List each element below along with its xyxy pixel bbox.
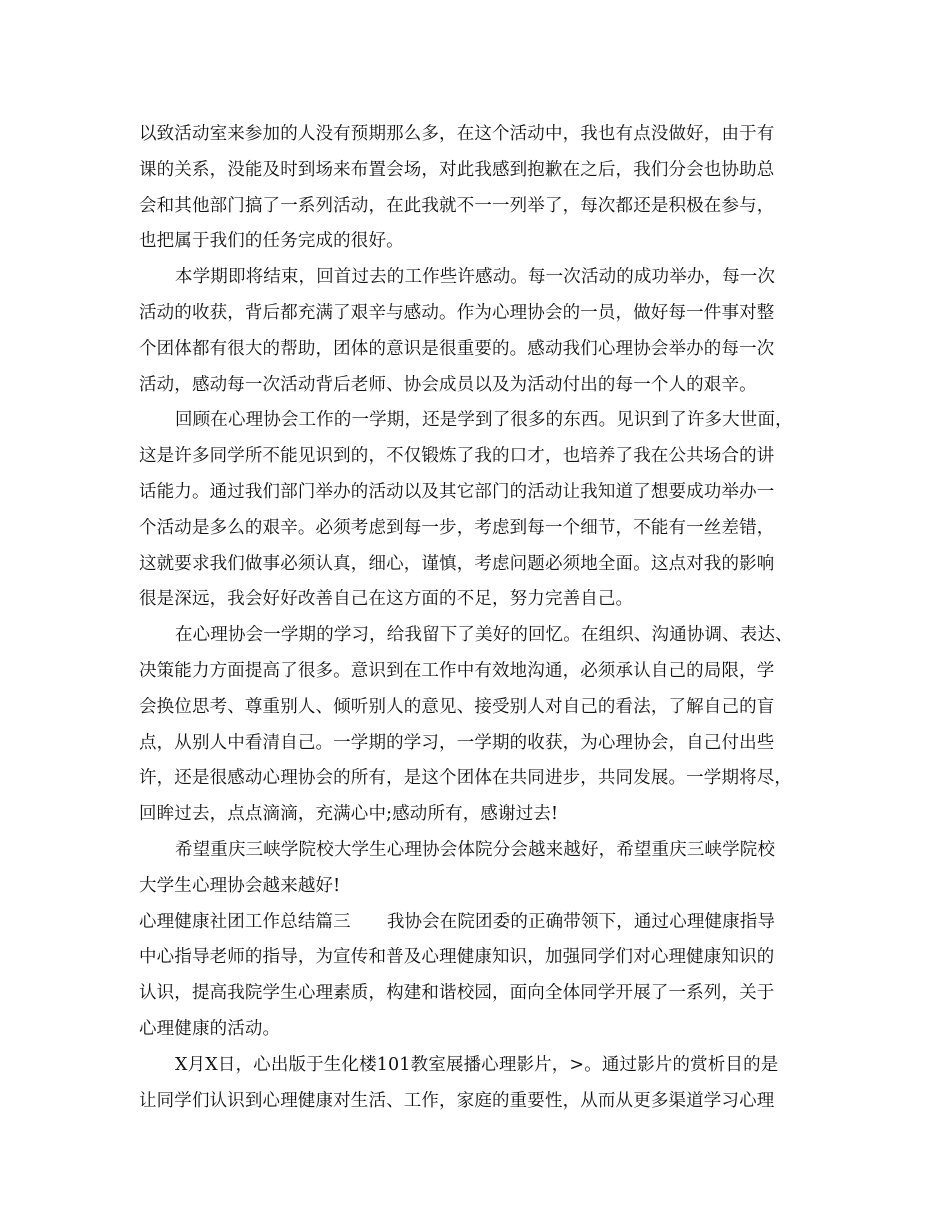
text-line: 许，还是很感动心理协会的所有，是这个团体在共同进步，共同发展。一学期将尽， bbox=[139, 768, 793, 789]
section-first-line bbox=[139, 905, 815, 941]
text-line: 很是深远，我会好好改善自己在这方面的不足，努力完善自己。 bbox=[139, 589, 634, 610]
text-line: 活动的收获，背后都充满了艰辛与感动。作为心理协会的一员，做好每一件事对整 bbox=[139, 302, 775, 323]
text-line: 话能力。通过我们部门举办的活动以及其它部门的活动让我知道了想要成功举办一 bbox=[139, 481, 775, 502]
text-line: 个活动是多么的艰辛。必须考虑到每一步，考虑到每一个细节，不能有一丝差错， bbox=[139, 517, 775, 538]
text-line: 会和其他部门搞了一系列活动，在此我就不一一列举了，每次都还是积极在参与， bbox=[139, 195, 775, 216]
text-line: 会换位思考、尊重别人、倾听别人的意见、接受别人对自己的看法，了解自己的盲 bbox=[139, 696, 775, 717]
paragraph-4 bbox=[139, 618, 815, 833]
text-line: 希望重庆三峡学院校大学生心理协会体院分会越来越好，希望重庆三峡学院校 bbox=[175, 839, 776, 860]
text-line: 这就要求我们做事必须认真，细心，谨慎，考虑问题必须地全面。这点对我的影响 bbox=[139, 553, 775, 574]
text-line: 心理健康的活动。 bbox=[139, 1018, 281, 1039]
document-body bbox=[139, 117, 815, 1119]
text-line: 在心理协会一学期的学习，给我留下了美好的回忆。在组织、沟通协调、表达、 bbox=[175, 625, 793, 646]
section-first-line-text: 我协会在院团委的正确带领下，通过心理健康指导 bbox=[386, 911, 776, 932]
paragraph-last bbox=[139, 1048, 815, 1120]
text-line: 认识，提高我院学生心理素质，构建和谐校园，面向全体同学开展了一系列，关于 bbox=[139, 983, 775, 1004]
paragraph-1 bbox=[139, 117, 815, 260]
text-line: 个团体都有很大的帮助，团体的意识是很重要的。感动我们心理协会举办的每一次 bbox=[139, 338, 775, 359]
text-line: 本学期即将结束，回首过去的工作些许感动。每一次活动的成功举办，每一次 bbox=[175, 267, 776, 288]
text-line: 决策能力方面提高了很多。意识到在工作中有效地沟通，必须承认自己的局限，学 bbox=[139, 660, 775, 681]
section-heading: 心理健康社团工作总结篇三 bbox=[139, 911, 351, 932]
paragraph-2 bbox=[139, 260, 815, 403]
text-line: 以致活动室来参加的人没有预期那么多，在这个活动中，我也有点没做好，由于有 bbox=[139, 124, 775, 144]
text-line: 活动，感动每一次活动背后老师、协会成员以及为活动付出的每一个人的艰辛。 bbox=[139, 374, 757, 395]
text-line: 点，从别人中看清自己。一学期的学习，一学期的收获，为心理协会，自己付出些 bbox=[139, 732, 775, 753]
text-line: 回顾在心理协会工作的一学期，还是学到了很多的东西。见识到了许多大世面， bbox=[175, 410, 793, 431]
text-line: 中心指导老师的指导，为宣传和普及心理健康知识，加强同学们对心理健康知识的 bbox=[139, 947, 775, 968]
paragraph-5 bbox=[139, 833, 815, 905]
paragraph-3 bbox=[139, 403, 815, 618]
text-line: 大学生心理协会越来越好! bbox=[139, 875, 341, 896]
text-line: 这是许多同学所不能见识到的，不仅锻炼了我的口才，也培养了我在公共场合的讲 bbox=[139, 446, 775, 467]
text-line: 回眸过去，点点滴滴，充满心中;感动所有，感谢过去! bbox=[139, 804, 559, 825]
text-line: 让同学们认识到心理健康对生活、工作，家庭的重要性，从而从更多渠道学习心理 bbox=[139, 1090, 775, 1111]
text-line: 课的关系，没能及时到场来布置会场，对此我感到抱歉在之后，我们分会也协助总 bbox=[139, 159, 775, 180]
text-line: 也把属于我们的任务完成的很好。 bbox=[139, 231, 404, 252]
section-paragraph bbox=[139, 905, 815, 1048]
text-line: X月X日，心出版于生化楼101教室展播心理影片，>。通过影片的赏析目的是 bbox=[175, 1054, 779, 1075]
